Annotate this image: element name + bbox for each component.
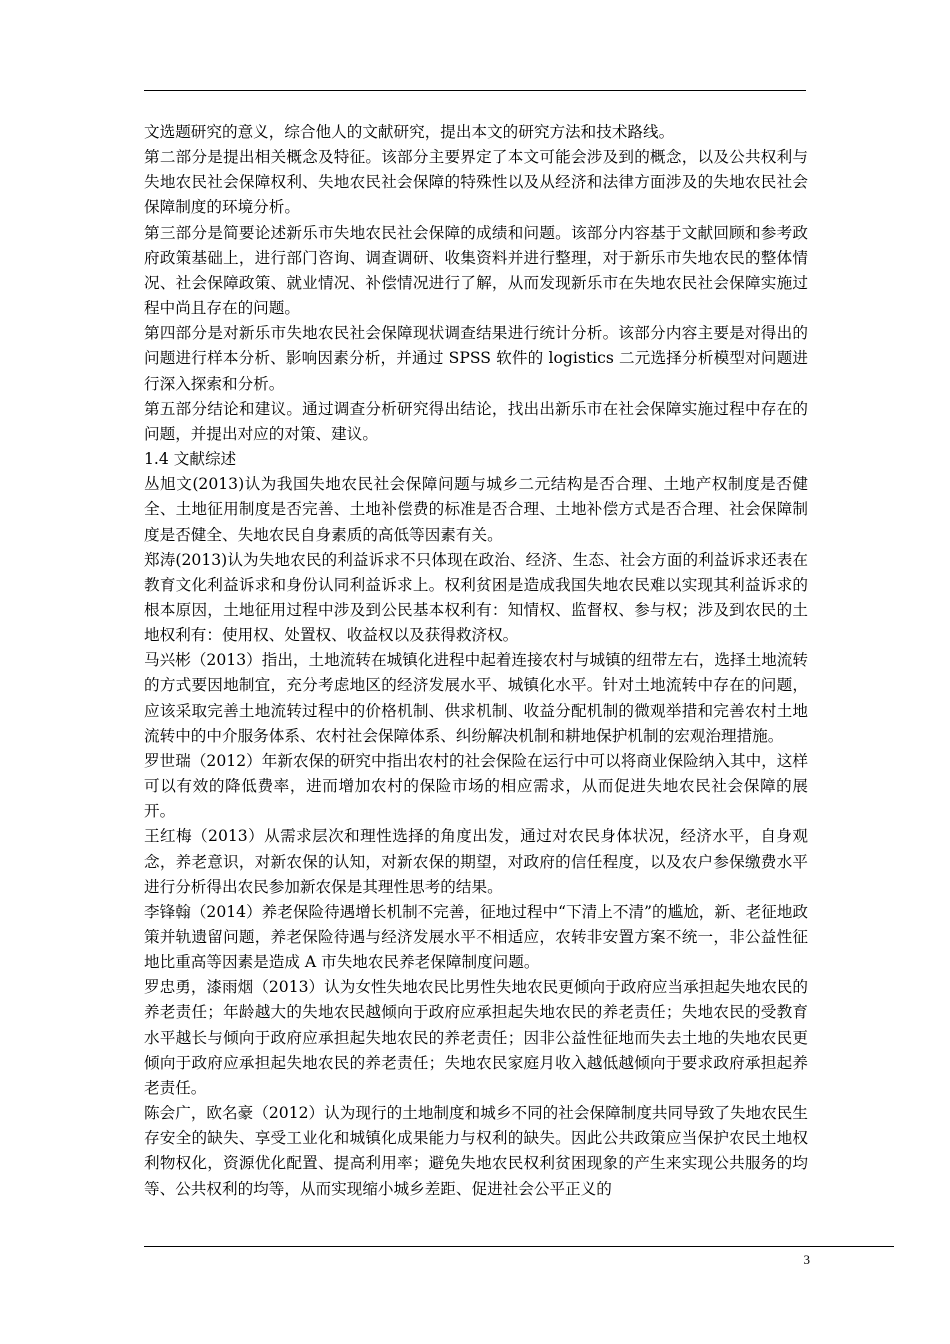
paragraph: 李锋翰（2014）养老保险待遇增长机制不完善，征地过程中“下清上不清”的尴尬，新、老征地政策并轨遗留问题，养老保险待遇与经济发展水平不相适应，农转非安置方案不统一，非公益性征地比重高等因素是造成 A 市失地农民养老保障制度问题。 [144,902,808,972]
header-rule [144,90,806,91]
paragraph: 郑涛(2013)认为失地农民的利益诉求不只体现在政治、经济、生态、社会方面的利益诉求还表在教育文化利益诉求和身份认同利益诉求上。权利贫困是造成我国失地农民难以实现其利益诉求的根本原因，土地征用过程中涉及到公民基本权利有：知情权、监督权、参与权；涉及到农民的土地权利有：使用权、处置权、收益权以及获得救济权。 [144,550,808,645]
paragraph: 第四部分是对新乐市失地农民社会保障现状调查结果进行统计分析。该部分内容主要是对得出的问题进行样本分析、影响因素分析，并通过 SPSS 软件的 logistics 二元选择分析模型对问题进行深入探索和分析。 [144,324,808,393]
paragraph: 丛旭文(2013)认为我国失地农民社会保障问题与城乡二元结构是否合理、土地产权制度是否健全、土地征用制度是否完善、土地补偿费的标准是否合理、土地补偿方式是否合理、社会保障制度是否健全、失地农民自身素质的高低等因素有关。 [144,475,808,544]
paragraph: 第三部分是简要论述新乐市失地农民社会保障的成绩和问题。该部分内容基于文献回顾和参考政府政策基础上，进行部门咨询、调查调研、收集资料并进行整理，对于新乐市失地农民的整体情况、社会保障政策、就业情况、补偿情况进行了解，从而发现新乐市在失地农民社会保障实施过程中尚且存在的问题。 [144,223,808,318]
footer-rule [144,1246,894,1247]
body-text [144,120,808,1202]
section-heading: 1.4 文献综述 [144,450,237,469]
paragraph: 文选题研究的意义，综合他人的文献研究，提出本文的研究方法和技术路线。 [144,123,675,141]
paragraph: 第五部分结论和建议。通过调查分析研究得出结论，找出出新乐市在社会保障实施过程中存在的问题，并提出对应的对策、建议。 [144,399,808,443]
paragraph: 罗忠勇，漆雨烟（2013）认为女性失地农民比男性失地农民更倾向于政府应当承担起失地农民的养老责任；年龄越大的失地农民越倾向于政府应承担起失地农民的养老责任；失地农民的受教育水平越长与倾向于政府应承担起失地农民的养老责任；因非公益性征地而失去土地的失地农民更倾向于政府应承担起失地农民的养老责任；失地农民家庭月收入越低越倾向于要求政府承担起养老责任。 [144,978,808,1097]
paragraph: 马兴彬（2013）指出，土地流转在城镇化进程中起着连接农村与城镇的纽带左右，选择土地流转的方式要因地制宜，充分考虑地区的经济发展水平、城镇化水平。针对土地流转中存在的问题，应该采取完善土地流转过程中的价格机制、供求机制、收益分配机制的微观举措和完善农村土地流转中的中介服务体系、农村社会保障体系、纠纷解决机制和耕地保护机制的宏观治理措施。 [144,651,808,745]
paragraph: 第二部分是提出相关概念及特征。该部分主要界定了本文可能会涉及到的概念，以及公共权利与失地农民社会保障权利、失地农民社会保障的特殊性以及从经济和法律方面涉及的失地农民社会保障制度的环境分析。 [144,148,808,217]
paragraph: 罗世瑞（2012）年新农保的研究中指出农村的社会保险在运行中可以将商业保险纳入其中，这样可以有效的降低费率，进而增加农村的保险市场的相应需求，从而促进失地农民社会保障的展开。 [144,751,808,821]
paragraph: 陈会广，欧名豪（2012）认为现行的土地制度和城乡不同的社会保障制度共同导致了失地农民生存安全的缺失、享受工业化和城镇化成果能力与权利的缺失。因此公共政策应当保护农民土地权利物权化，资源优化配置、提高利用率；避免失地农民权利贫困现象的产生来实现公共服务的均等、公共权利的均等，从而实现缩小城乡差距、促进社会公平正义的 [144,1104,808,1198]
page-number: 3 [803,1252,810,1267]
paragraph: 王红梅（2013）从需求层次和理性选择的角度出发，通过对农民身体状况，经济水平，自身观念，养老意识，对新农保的认知，对新农保的期望，对政府的信任程度，以及农户参保缴费水平进行分析得出农民参加新农保是其理性思考的结果。 [144,827,808,896]
